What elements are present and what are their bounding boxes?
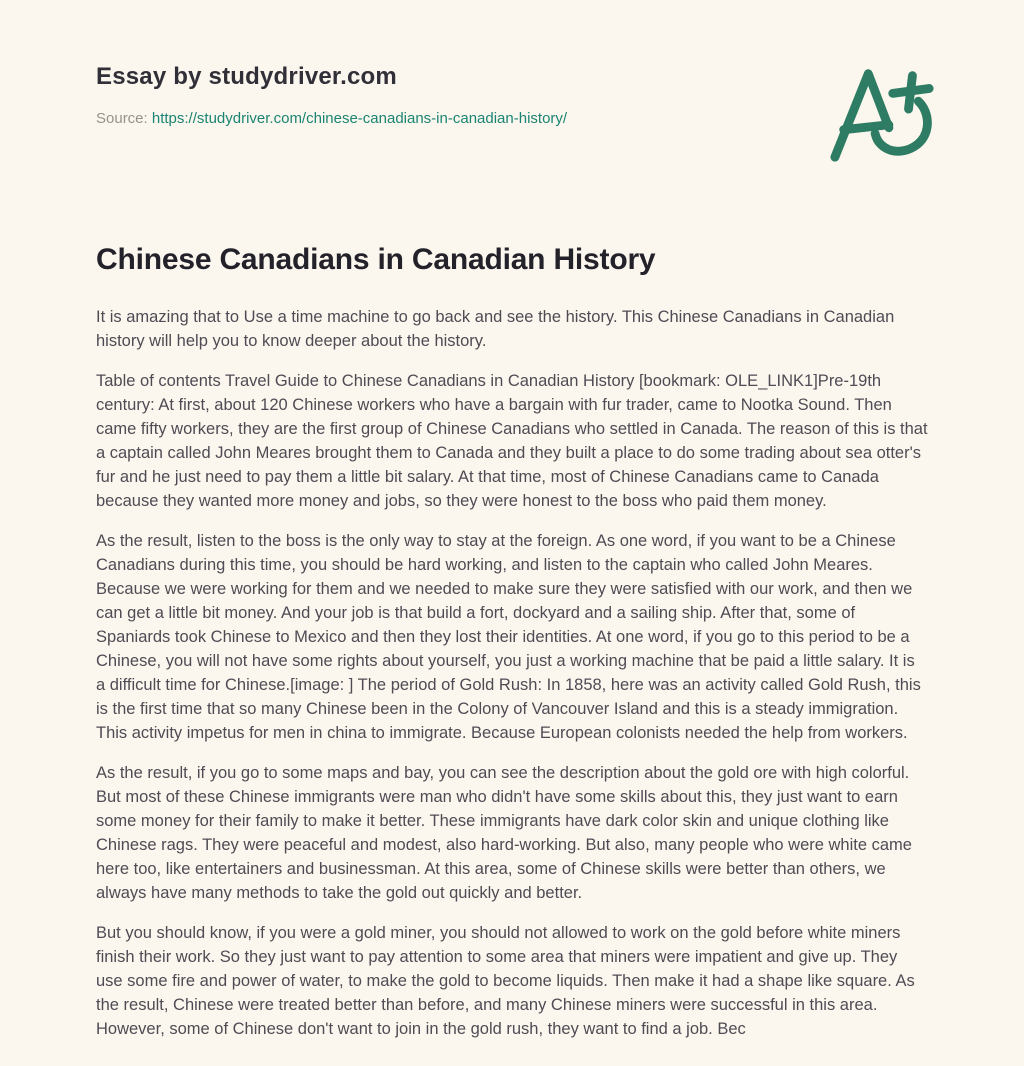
brand-title: Essay by studydriver.com	[96, 63, 397, 90]
page-header	[96, 62, 928, 129]
essay-paragraph-5: But you should know, if you were a gold miner, you should not allowed to work on the gold before white miners finish their work. So they just want to pay attention to some area that miners were impatient and give up. They use some fire and power of water, to make the gold to become liquids. Then make it had a shape like square. As the result, Chinese were treated better than before, and many Chinese miners were successful in this area. However, some of Chinese don't want to join in the gold rush, they want to find a job. Bec	[96, 924, 915, 1038]
source-line	[96, 109, 928, 129]
essay-paragraph-2: Table of contents Travel Guide to Chinese Canadians in Canadian History [bookmark: OLE_LINK1]Pre-19th century: At first, about 120 Chinese workers who have a bargain with fur trader, came to Nootka Sound. Then came fifty workers, they are the first group of Chinese Canadians who settled in Canada. The reason of this is that a captain called John Meares brought them to Canada and they built a place to do some trading about sea otter's fur and he just need to pay them a little bit salary. At that time, most of Chinese Canadians came to Canada because they wanted more money and jobs, so they were honest to the boss who paid them money.	[96, 372, 928, 510]
essay-paragraph-3: As the result, listen to the boss is the only way to stay at the foreign. As one word, if you want to be a Chinese Canadians during this time, you should be hard working, and listen to the captain who called John Meares. Because we were working for them and we needed to make sure they were satisfied with our work, and then we can get a little bit money. And your job is that build a fort, dockyard and a sailing ship. After that, some of Spaniards took Chinese to Mexico and then they lost their identities. At one word, if you go to this period to be a Chinese, you will not have some rights about yourself, you just a working machine that be paid a little salary. It is a difficult time for Chinese.[image: ] The period of Gold Rush: In 1858, here was an activity called Gold Rush, this is the first time that so many Chinese been in the Colony of Vancouver Island and this is a steady immigration. This activity impetus for men in china to immigrate. Because European colonists needed the help from workers.	[96, 532, 921, 742]
source-link[interactable]: https://studydriver.com/chinese-canadians-in-canadian-history/	[151, 110, 568, 127]
studydriver-a-plus-logo-icon	[828, 62, 936, 164]
essay-title: Chinese Canadians in Canadian History	[96, 243, 656, 276]
essay-paragraph-4: As the result, if you go to some maps and bay, you can see the description about the gold ore with high colorful. But most of these Chinese immigrants were man who didn't have some skills about this, they just want to earn some money for their family to make it better. These immigrants have dark color skin and unique clothing like Chinese rags. They were peaceful and modest, also hard-working. But also, many people who were white came here too, like entertainers and businessman. At this area, some of Chinese skills were better than others, we always have many methods to take the gold out quickly and better.	[96, 764, 912, 902]
essay-content	[96, 242, 928, 1041]
source-label: Source:	[96, 110, 148, 127]
essay-paragraph-1: It is amazing that to Use a time machine to go back and see the history. This Chinese Canadians in Canadian history will help you to know deeper about the history.	[96, 308, 895, 350]
